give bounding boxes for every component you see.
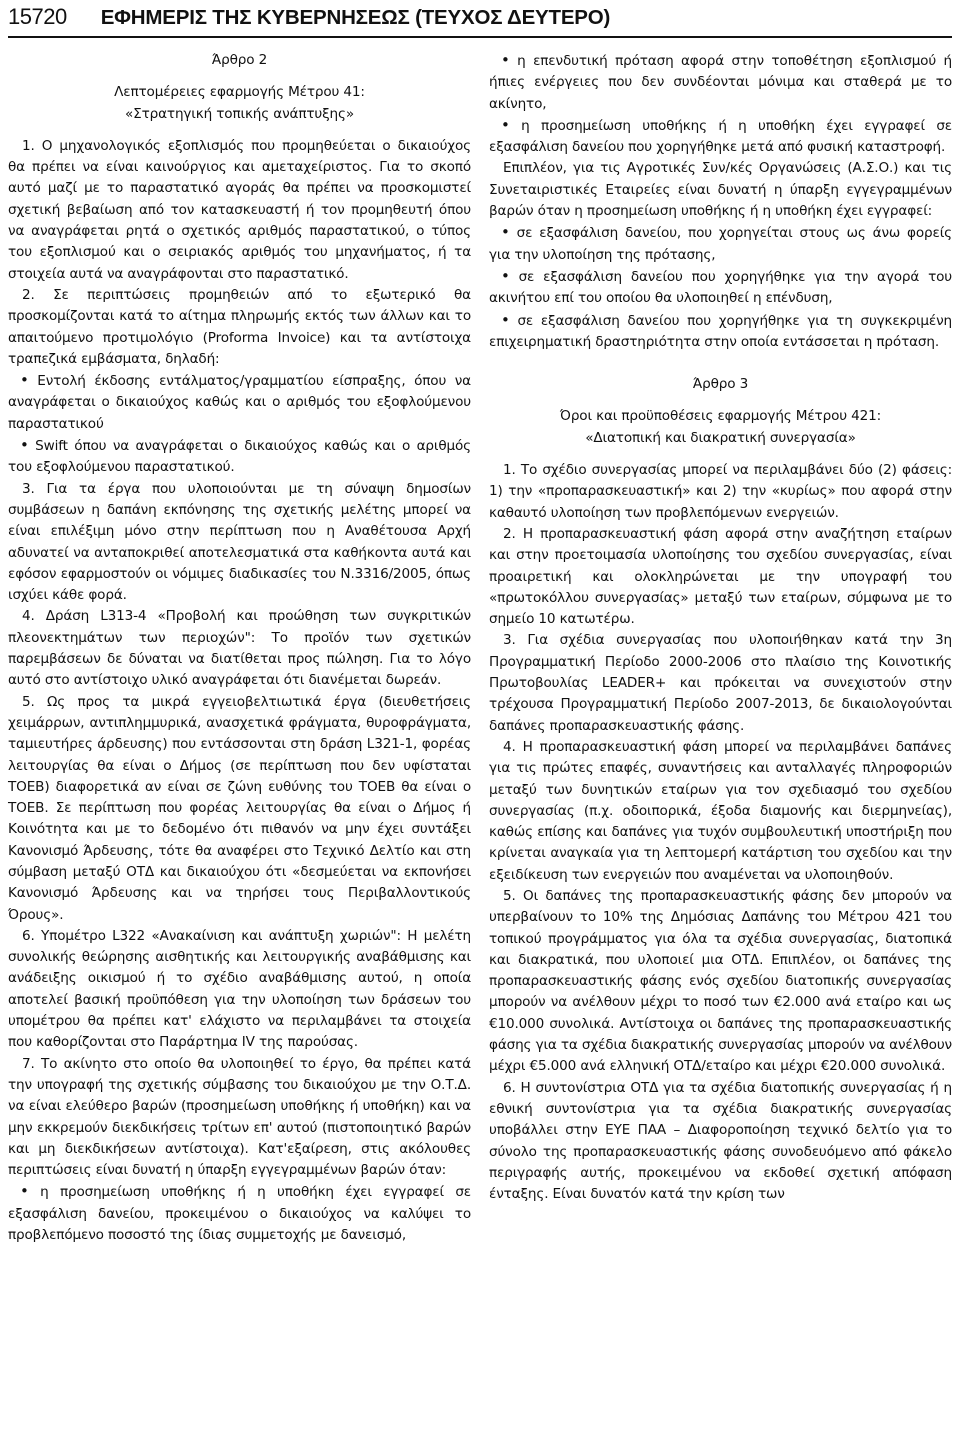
paragraph: 6. Η συντονίστρια ΟΤΔ για τα σχέδια διατοπικής συνεργασίας ή η εθνική συντονίστρια για τα σχέδια διακρατικής συνεργασίας υποβάλλει στην ΕΥΕ ΠΑΑ – Διαφοροποίηση τεχνικό δελτίο για το σύνολο της προπαρασκευαστικής φάσης συνοδευόμενο από φάκελο περιγραφής αυτής, προκειμένου να εκδοθεί σχετική απόφαση ένταξης. Είναι δυνατόν κατά την κρίση των <box>489 1079 952 1203</box>
article-2-subtitle-quote: «Στρατηγική τοπικής ανάπτυξης» <box>124 105 355 122</box>
paragraph: 5. Ως προς τα μικρά εγγειοβελτιωτικά έργα (διευθετήσεις χειμάρρων, αντιπλημμυρικά, ανασχετικά φράγματα, θυροφράγματα, ταμιευτήρες άρδευσης) που εντάσσονται στη δράση L321-1, φορέας λειτουργίας θα είναι ο Δήμος (σε περίπτωση που δεν υφίσταται ΤΟΕΒ) διαφορετικά αν είναι σε ζώνη ευθύνης του ΤΟΕΒ θα είναι ο ΤΟΕΒ. Σε περίπτωση που φορέας λειτουργίας θα είναι ο Δήμος ή Κοινότητα και με το δεδομένο ότι πιθανόν να μην έχει συντάξει Κανονισμό Άρδευσης, τότε θα αναφέρει στο Τεχνικό Δελτίο και στη σύμβαση μεταξύ ΟΤΔ και δικαιούχου ότι «δεσμεύεται να εκπονήσει Κανονισμό Άρδευσης και να τηρήσει τους Περιβαλλοντικούς Όρους». <box>8 693 471 923</box>
bullet-icon: • <box>501 115 510 134</box>
paragraph: 4. Η προπαρασκευαστική φάση μπορεί να περιλαμβάνει δαπάνες για τις πρώτες επαφές, συναντήσεις και ανταλλαγές πληροφοριών μεταξύ των δυνητικών εταίρων για τον σχεδιασμό του σχεδίου συνεργασίας (π.χ. οδοιπορικά, έξοδα διαμονής και διερμηνείας), καθώς επίσης και δαπάνες για τυχόν συμβουλευτική υποστήριξη που κρίνεται αναγκαία για τη λεπτομερή κατάρτιση του σχεδίου και την εξειδίκευση των ενεργειών που αναμένεται να υλοποιηθούν. <box>489 738 952 883</box>
bullet-item: • Εντολή έκδοσης εντάλματος/γραμματίου είσπραξης, όπου να αναγράφεται ο δικαιούχος καθώς και ο αριθμός του εξοφλούμενου παραστατικού <box>8 371 471 432</box>
article-3-heading: Άρθρο 3 <box>692 376 749 393</box>
bullet-icon: • <box>501 223 510 242</box>
bullet-item: • σε εξασφάλιση δανείου, που χορηγείται στους ως άνω φορείς για την υλοποίηση της πρότασης, <box>489 223 952 263</box>
bullet-icon: • <box>20 436 29 455</box>
gazette-title: ΕΦΗΜΕΡΙΣ ΤΗΣ ΚΥΒΕΡΝΗΣΕΩΣ (ΤΕΥΧΟΣ ΔΕΥΤΕΡΟ) <box>100 6 611 29</box>
paragraph: 5. Οι δαπάνες της προπαρασκευαστικής φάσης δεν μπορούν να υπερβαίνουν το 10% της Δημόσιας Δαπάνης του Μέτρου 421 του τοπικού προγράμματος για όλα τα σχέδια συνεργασίας, διατοπικά και διακρατικά, που υλοποιεί μια ΟΤΔ. Επιπλέον, οι δαπάνες της προπαρασκευαστικής φάσης ενός σχεδίου διατοπικής συνεργασίας μπορούν να ανέλθουν μέχρι το ποσό των €2.000 ανά εταίρο και ως €10.000 συνολικά. Αντίστοιχα οι δαπάνες της προπαρασκευαστικής φάσης για τα σχέδια διακρατικής συνεργασίας μπορούν να ανέλθουν μέχρι €5.000 ανά ελληνική ΟΤΔ/εταίρο και μέχρι €20.000 συνολικά. <box>489 887 952 1075</box>
bullet-icon: • <box>20 371 29 390</box>
page-header <box>8 4 952 38</box>
paragraph: 3. Για τα έργα που υλοποιούνται με τη σύναψη δημοσίων συμβάσεων η δαπάνη εκπόνησης της σχετικής μελέτης μπορεί να είναι επιλέξιμη μόνο στην περίπτωση που η Αναθέτουσα Αρχή αδυνατεί να ανταποκριθεί αποτελεσματικά στα καθήκοντα αυτά και εφόσον εφαρμοστούν οι νόμιμες διαδικασίες του Ν.3316/2005, όπως ισχύει κάθε φορά. <box>8 480 471 604</box>
article-3-subtitle-quote: «Διατοπική και διακρατική συνεργασία» <box>585 429 856 446</box>
text-columns <box>8 50 952 1246</box>
paragraph: 1. Το σχέδιο συνεργασίας μπορεί να περιλαμβάνει δύο (2) φάσεις: 1) την «προπαρασκευαστική» και 2) την «κυρίως» που αφορά στην καθαυτό υλοποίηση των προβλεπόμενων ενεργειών. <box>489 462 952 521</box>
paragraph: 3. Για σχέδια συνεργασίας που υλοποιήθηκαν κατά την 3η Προγραμματική Περίοδο 2000-2006 στο πλαίσιο της Κοινοτικής Πρωτοβουλίας LEADER+ και πρόκειται να συνεχιστούν στην τρέχουσα Προγραμματική Περίοδο 2007-2013, δε δικαιολογούνται δαπάνες προπαρασκευαστικής φάσης. <box>489 632 952 734</box>
paragraph: Επιπλέον, για τις Αγροτικές Συν/κές Οργανώσεις (Α.Σ.Ο.) και τις Συνεταιριστικές Εταιρείες είναι δυνατή η ύπαρξη εγγεγραμμένων βαρών όταν η προσημείωση υποθήκης ή η υποθήκη έχει εγγραφεί: <box>489 160 952 220</box>
paragraph: 1. Ο μηχανολογικός εξοπλισμός που προμηθεύεται ο δικαιούχος θα πρέπει να είναι καινούργιος και αμεταχείριστος. Για το σκοπό αυτό μαζί με το παραστατικό αγοράς θα πρέπει να προσκομιστεί σχετική βεβαίωση από τον κατασκευαστή ή τον προμηθευτή όπου να αναγράφεται ρητά ο σχετικός αριθμός παραστατικού, ο τύπος του εξοπλισμού και ο σειριακός αριθμός του μηχανήματος, ή τα στοιχεία αυτά να αναγράφονται στο παραστατικό. <box>8 137 471 282</box>
bullet-icon: • <box>501 266 510 285</box>
bullet-item: • η επενδυτική πρόταση αφορά στην τοποθέτηση εξοπλισμού ή ήπιες ενέργειες που δεν συνδέονται μόνιμα και σταθερά με το ακίνητο, <box>489 51 952 112</box>
bullet-item: • σε εξασφάλιση δανείου που χορηγήθηκε για την αγορά του ακινήτου επί του οποίου θα υλοποιηθεί η επένδυση, <box>489 266 952 307</box>
article-3-subtitle: Όροι και προϋποθέσεις εφαρμογής Μέτρου 421: <box>559 408 882 425</box>
paragraph: 7. Το ακίνητο στο οποίο θα υλοποιηθεί το έργο, θα πρέπει κατά την υπογραφή της σχετικής σύμβασης του δικαιούχου με την Ο.Τ.Δ. να είναι ελεύθερο βαρών (προσημείωση υποθήκης ή υποθήκη) και να μην εκκρεμούν διεκδικήσεις τρίτων επ' αυτού (πιστοποιητικό βαρών και μη διεκδικήσεων αντίστοιχα). Κατ'εξαίρεση, στις ακόλουθες περιπτώσεις είναι δυνατή η ύπαρξη εγγεγραμμένων βαρών όταν: <box>8 1055 471 1179</box>
bullet-item: • σε εξασφάλιση δανείου που χορηγήθηκε για τη συγκεκριμένη επιχειρηματική δραστηριότητα στην οποία εντάσσεται η πρόταση. <box>489 310 953 350</box>
article-2-subtitle: Λεπτομέρειες εφαρμογής Μέτρου 41: <box>114 84 365 101</box>
bullet-icon: • <box>20 1182 29 1201</box>
page-number: 15720 <box>8 4 67 29</box>
bullet-icon: • <box>501 310 510 329</box>
bullet-item: • η προσημείωση υποθήκης ή η υποθήκη έχει εγγραφεί σε εξασφάλιση δανείου, προκειμένου ο δικαιούχος να καλύψει το προβλεπόμενο ποσοστό της ίδιας συμμετοχής με δανεισμό, <box>8 1182 471 1244</box>
left-column <box>8 50 471 1246</box>
paragraph: 2. Σε περιπτώσεις προμηθειών από το εξωτερικό θα προσκομίζονται κατά το αίτημα πληρωμής εκτός των άλλων και το απαιτούμενο προτιμολόγιο (Proforma Invoice) και τα αντίστοιχα τραπεζικά εμβάσματα, δηλαδή: <box>8 286 471 367</box>
bullet-icon: • <box>501 51 510 69</box>
article-2-heading: Άρθρο 2 <box>211 52 268 68</box>
bullet-item: • Swift όπου να αναγράφεται ο δικαιούχος καθώς και ο αριθμός του εξοφλούμενου παραστατικού. <box>8 436 471 476</box>
bullet-item: • η προσημείωση υποθήκης ή η υποθήκη έχει εγγραφεί σε εξασφάλιση δανείου που χορηγήθηκε μετά από φυσική καταστροφή. <box>489 115 952 156</box>
paragraph: 2. Η προπαρασκευαστική φάση αφορά στην αναζήτηση εταίρων και στην προετοιμασία υλοποίησης του σχεδίου συνεργασίας, είναι προαιρετική και ολοκληρώνεται με την υπογραφή του «πρωτοκόλλου συνεργασίας» μεταξύ των εταίρων, σύμφωνα με το σημείο 10 κατωτέρω. <box>489 525 952 628</box>
paragraph: 4. Δράση L313-4 «Προβολή και προώθηση των συγκριτικών πλεονεκτημάτων των περιοχών": Το προϊόν των σχετικών παρεμβάσεων δε δύναται να διατίθεται προς πώληση. Για το λόγο αυτό στο αντίστοιχο υλικό αναγράφεται ότι διανέμεται δωρεάν. <box>8 608 471 689</box>
right-column <box>489 50 952 1246</box>
paragraph: 6. Υπομέτρο L322 «Ανακαίνιση και ανάπτυξη χωριών": Η μελέτη συνολικής θεώρησης αισθητικής και λειτουργικής αναβάθμισης και ανάδειξης οικισμού ή το σχέδιο αναβάθμισης αυτού, η οποία αποτελεί βασική προϋπόθεση για την υλοποίηση των δράσεων του υπομέτρου θα πρέπει κατ' ελάχιστο να περιλαμβάνει τα στοιχεία που καθορίζονται στο Παράρτημα IV της παρούσας. <box>8 927 471 1051</box>
